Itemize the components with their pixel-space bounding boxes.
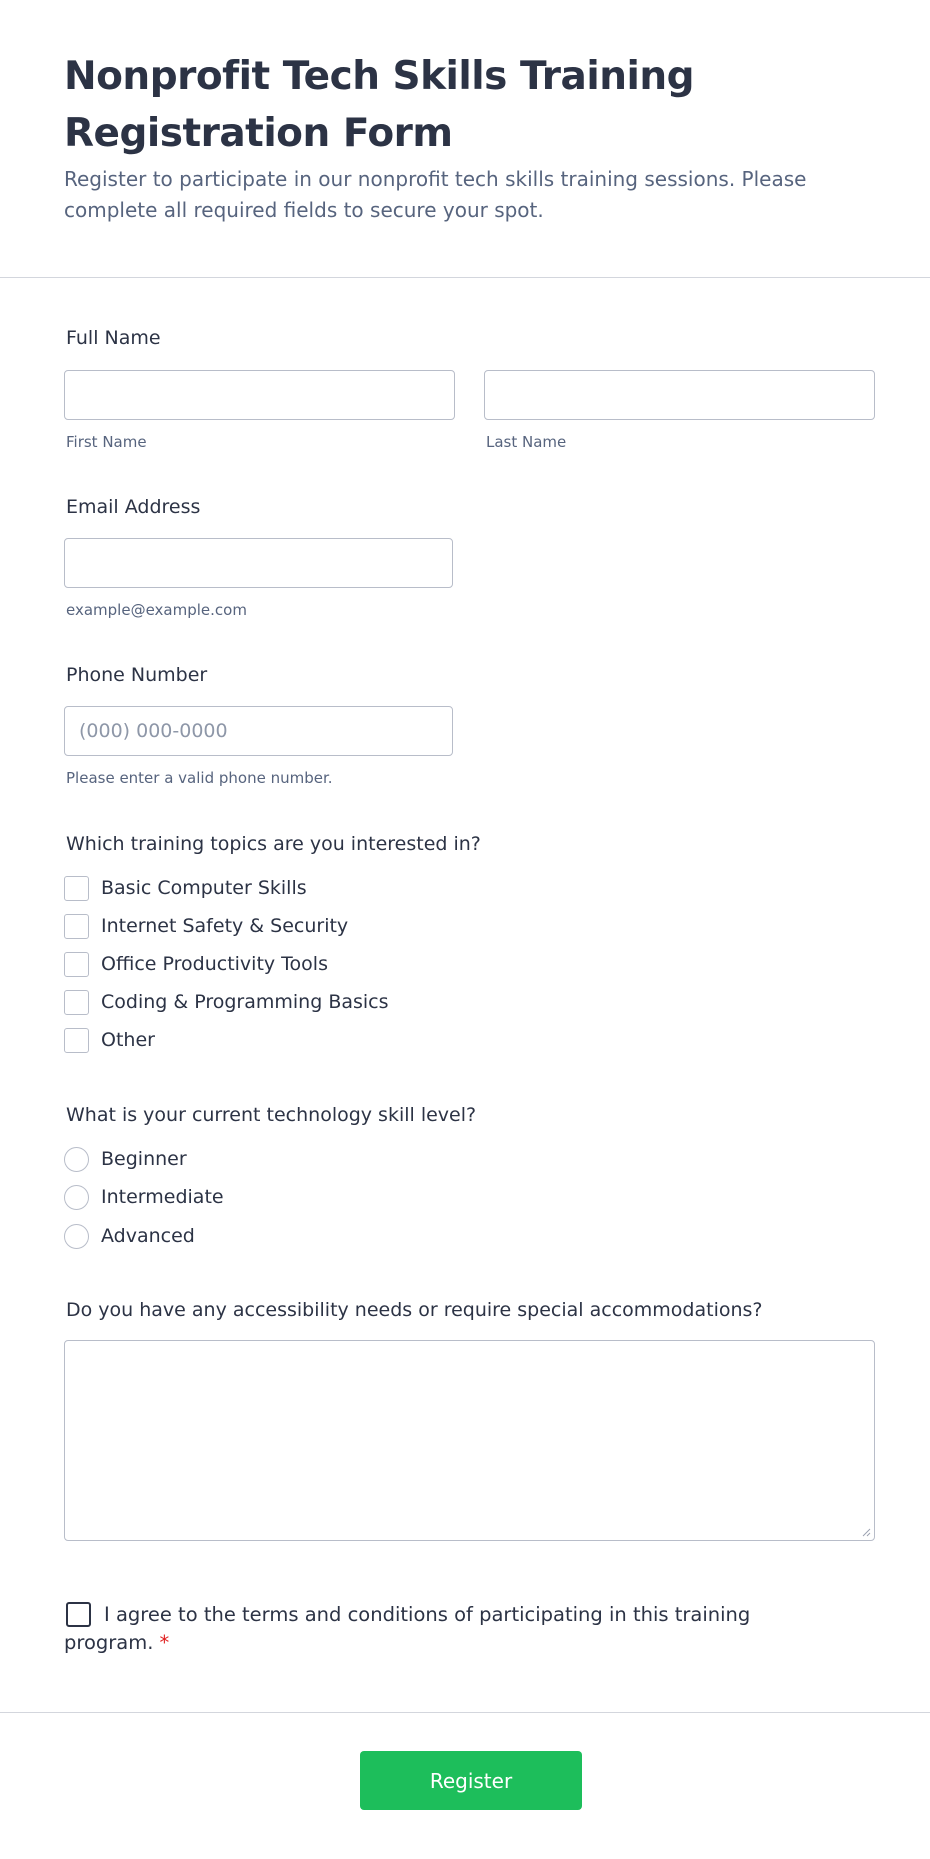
topic-checkbox[interactable]	[64, 952, 89, 977]
topic-option-label: Basic Computer Skills	[101, 877, 307, 899]
skill-radio[interactable]	[64, 1147, 89, 1172]
skill-option-advanced[interactable]	[64, 1223, 195, 1249]
email-sublabel: example@example.com	[66, 601, 247, 619]
email-input[interactable]	[64, 538, 453, 588]
register-button[interactable]: Register	[360, 1751, 582, 1810]
skill-option-label: Advanced	[101, 1225, 195, 1247]
topic-option-basic-computer-skills[interactable]	[64, 875, 307, 901]
required-asterisk: *	[159, 1631, 170, 1654]
footer-divider	[0, 1712, 930, 1713]
topic-option-coding-basics[interactable]	[64, 989, 389, 1015]
skill-radio[interactable]	[64, 1224, 89, 1249]
phone-input[interactable]	[64, 706, 453, 756]
last-name-input[interactable]	[484, 370, 875, 420]
topic-checkbox[interactable]	[64, 914, 89, 939]
form-header	[0, 0, 930, 278]
skill-level-label: What is your current technology skill level?	[66, 1104, 477, 1126]
full-name-label: Full Name	[66, 327, 161, 349]
terms-label-text: I agree to the terms and conditions of participating in this training program.	[64, 1603, 751, 1654]
skill-radio[interactable]	[64, 1185, 89, 1210]
topic-option-internet-safety[interactable]	[64, 913, 348, 939]
skill-option-label: Beginner	[101, 1148, 187, 1170]
terms-label	[64, 1601, 754, 1657]
skill-option-intermediate[interactable]	[64, 1184, 224, 1210]
phone-sublabel: Please enter a valid phone number.	[66, 769, 333, 787]
phone-label: Phone Number	[66, 664, 208, 686]
page-title: Nonprofit Tech Skills Training Registration Form	[64, 54, 695, 156]
first-name-sublabel: First Name	[66, 433, 147, 451]
topic-checkbox[interactable]	[64, 1028, 89, 1053]
last-name-sublabel: Last Name	[486, 433, 567, 451]
first-name-input[interactable]	[64, 370, 455, 420]
topic-option-other[interactable]	[64, 1027, 155, 1053]
topics-label: Which training topics are you interested in?	[66, 833, 481, 855]
topic-option-label: Internet Safety & Security	[101, 915, 349, 937]
topic-option-label: Office Productivity Tools	[101, 953, 328, 975]
topic-option-label: Coding & Programming Basics	[101, 991, 389, 1013]
topic-checkbox[interactable]	[64, 990, 89, 1015]
topic-checkbox[interactable]	[64, 876, 89, 901]
accessibility-label: Do you have any accessibility needs or require special accommodations?	[66, 1299, 763, 1321]
skill-option-label: Intermediate	[101, 1186, 224, 1208]
accessibility-textarea[interactable]	[64, 1340, 875, 1541]
email-label: Email Address	[66, 496, 201, 518]
resize-grip-icon[interactable]	[861, 1527, 871, 1537]
page-subtitle: Register to participate in our nonprofit tech skills training sessions. Please complete all required fields to secure your spot.	[64, 167, 807, 222]
topic-option-office-productivity[interactable]	[64, 951, 328, 977]
skill-option-beginner[interactable]	[64, 1146, 187, 1172]
topic-option-label: Other	[101, 1029, 155, 1051]
